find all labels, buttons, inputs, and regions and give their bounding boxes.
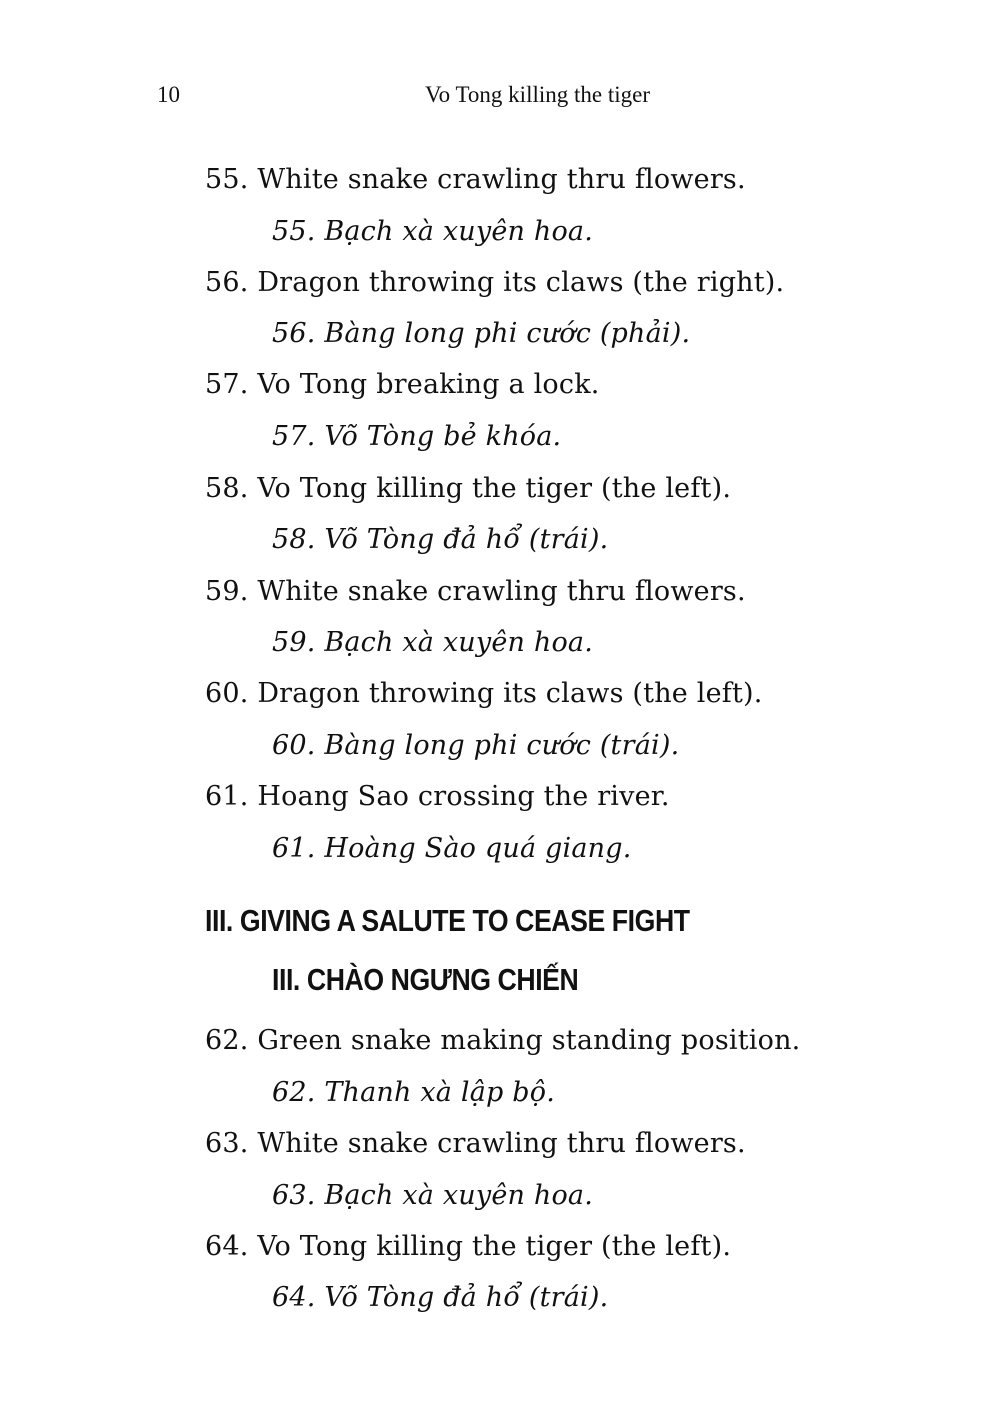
entry-vietnamese: 59. Bạch xà xuyên hoa. — [272, 627, 594, 658]
page-number: 10 — [157, 82, 180, 107]
entry-vietnamese: 62. Thanh xà lập bộ. — [272, 1077, 556, 1108]
section-heading-vietnamese: III. CHÀO NGƯNG CHIẾN — [272, 962, 579, 997]
entry-english: 64. Vo Tong killing the tiger (the left). — [205, 1231, 732, 1262]
entry-english: 59. White snake crawling thru flowers. — [205, 576, 746, 607]
entry-vietnamese: 57. Võ Tòng bẻ khóa. — [272, 421, 562, 452]
entry-english: 56. Dragon throwing its claws (the right). — [205, 267, 785, 298]
running-title: Vo Tong killing the tiger — [425, 82, 650, 107]
section-heading-english: III. GIVING A SALUTE TO CEASE FIGHT — [205, 903, 690, 938]
entry-vietnamese: 63. Bạch xà xuyên hoa. — [272, 1180, 594, 1211]
entry-vietnamese: 64. Võ Tòng đả hổ (trái). — [272, 1282, 609, 1313]
entry-english: 63. White snake crawling thru flowers. — [205, 1128, 746, 1159]
entry-english: 61. Hoang Sao crossing the river. — [205, 781, 670, 812]
running-header — [0, 82, 1000, 112]
entry-english: 55. White snake crawling thru flowers. — [205, 164, 746, 195]
entry-english: 58. Vo Tong killing the tiger (the left). — [205, 473, 732, 504]
entry-vietnamese: 55. Bạch xà xuyên hoa. — [272, 216, 594, 247]
entry-english: 62. Green snake making standing position. — [205, 1025, 801, 1056]
entry-english: 60. Dragon throwing its claws (the left). — [205, 678, 763, 709]
entry-vietnamese: 58. Võ Tòng đả hổ (trái). — [272, 524, 609, 555]
entry-vietnamese: 60. Bàng long phi cước (trái). — [272, 730, 680, 761]
entry-vietnamese: 56. Bàng long phi cước (phải). — [272, 318, 691, 349]
entry-vietnamese: 61. Hoàng Sào quá giang. — [272, 833, 632, 864]
entry-english: 57. Vo Tong breaking a lock. — [205, 369, 600, 400]
